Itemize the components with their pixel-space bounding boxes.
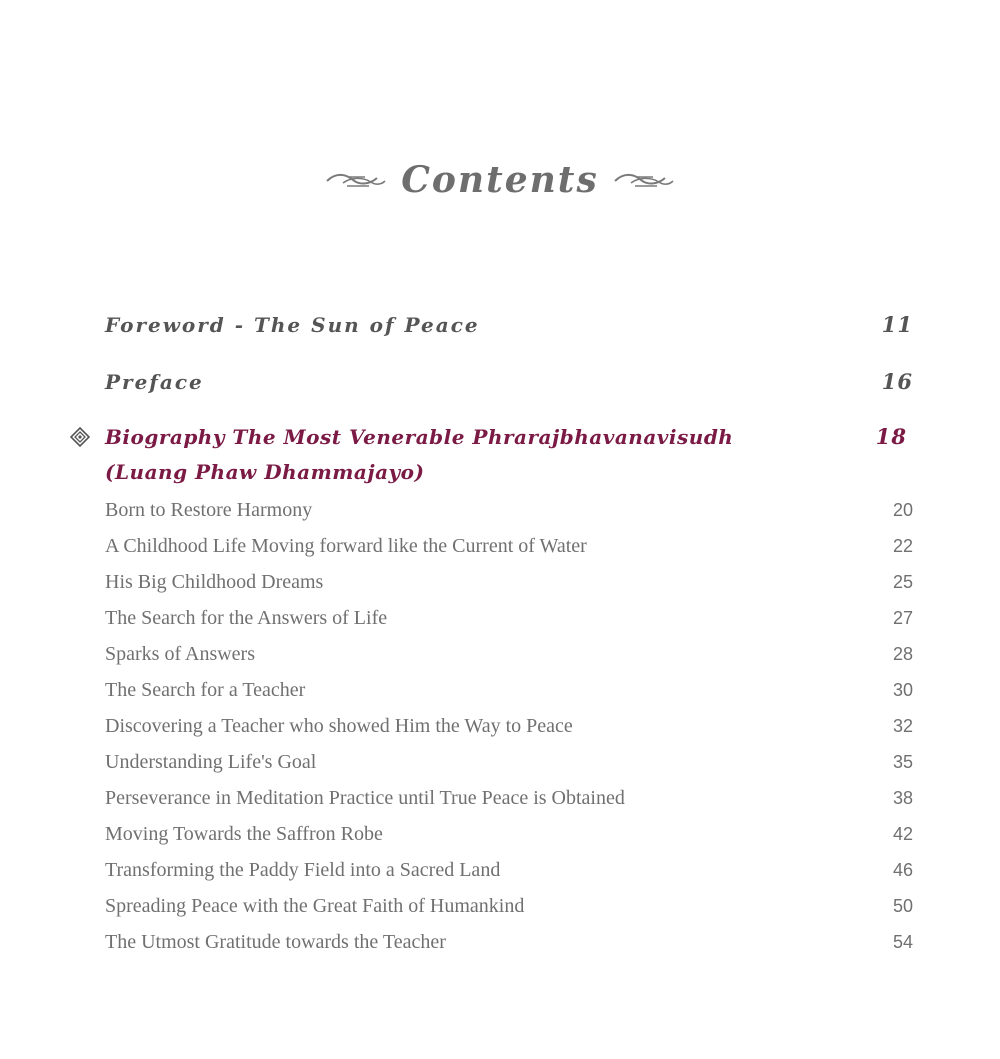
- toc-section[interactable]: [105, 535, 913, 558]
- toc-section[interactable]: [105, 679, 913, 702]
- entry-label: Foreword - The Sun of Peace: [105, 313, 480, 337]
- entry-label: Preface: [105, 370, 204, 394]
- section-label: Sparks of Answers: [105, 643, 255, 665]
- toc-entry-foreword[interactable]: [105, 312, 913, 337]
- entry-label: Biography The Most Venerable Phrarajbhavanavisudh: [105, 425, 734, 449]
- section-label: Spreading Peace with the Great Faith of Humankind: [105, 895, 525, 917]
- toc-section[interactable]: [105, 607, 913, 630]
- toc-entry-preface[interactable]: [105, 369, 913, 394]
- section-label: Perseverance in Meditation Practice until True Peace is Obtained: [105, 787, 625, 809]
- page-number: 46: [892, 860, 913, 880]
- section-label: The Utmost Gratitude towards the Teacher: [105, 931, 446, 953]
- section-label: Discovering a Teacher who showed Him the Way to Peace: [105, 715, 573, 737]
- page-number: 18: [875, 424, 907, 449]
- section-label: Understanding Life's Goal: [105, 751, 317, 773]
- toc-section[interactable]: [105, 859, 913, 882]
- section-label: A Childhood Life Moving forward like the Current of Water: [105, 535, 587, 557]
- section-label: The Search for a Teacher: [105, 679, 306, 701]
- page-number: 16: [881, 369, 913, 394]
- toc-section[interactable]: [105, 751, 913, 774]
- section-label: Born to Restore Harmony: [105, 499, 313, 521]
- toc-section[interactable]: [105, 931, 913, 954]
- right-flourish-icon: [613, 169, 675, 191]
- page-number: 22: [892, 536, 913, 556]
- page-number: 32: [892, 716, 913, 736]
- page-number: 11: [881, 312, 913, 337]
- toc-section[interactable]: [105, 643, 913, 666]
- biography-subtitle: (Luang Phaw Dhammajayo): [105, 460, 425, 484]
- page-number: 50: [892, 896, 913, 916]
- toc-section[interactable]: [105, 499, 913, 522]
- left-flourish-icon: [325, 169, 387, 191]
- contents-heading: [0, 150, 1000, 210]
- section-label: Transforming the Paddy Field into a Sacred Land: [105, 859, 501, 881]
- toc-entry-biography[interactable]: [105, 424, 913, 449]
- page-number: 25: [892, 572, 913, 592]
- section-label: His Big Childhood Dreams: [105, 571, 324, 593]
- toc-section[interactable]: [105, 715, 913, 738]
- diamond-ornament-icon: [70, 427, 90, 447]
- toc-section[interactable]: [105, 787, 913, 810]
- section-label: The Search for the Answers of Life: [105, 607, 388, 629]
- page-number: 27: [892, 608, 913, 628]
- section-label: Moving Towards the Saffron Robe: [105, 823, 383, 845]
- toc-section[interactable]: [105, 571, 913, 594]
- page-number: 28: [892, 644, 913, 664]
- toc-section[interactable]: [105, 823, 913, 846]
- page-number: 20: [892, 500, 913, 520]
- page-number: 35: [892, 752, 913, 772]
- page-number: 54: [892, 932, 913, 952]
- page-title: Contents: [401, 159, 599, 201]
- page-number: 42: [892, 824, 913, 844]
- page-number: 38: [892, 788, 913, 808]
- page-number: 30: [892, 680, 913, 700]
- toc-section[interactable]: [105, 895, 913, 918]
